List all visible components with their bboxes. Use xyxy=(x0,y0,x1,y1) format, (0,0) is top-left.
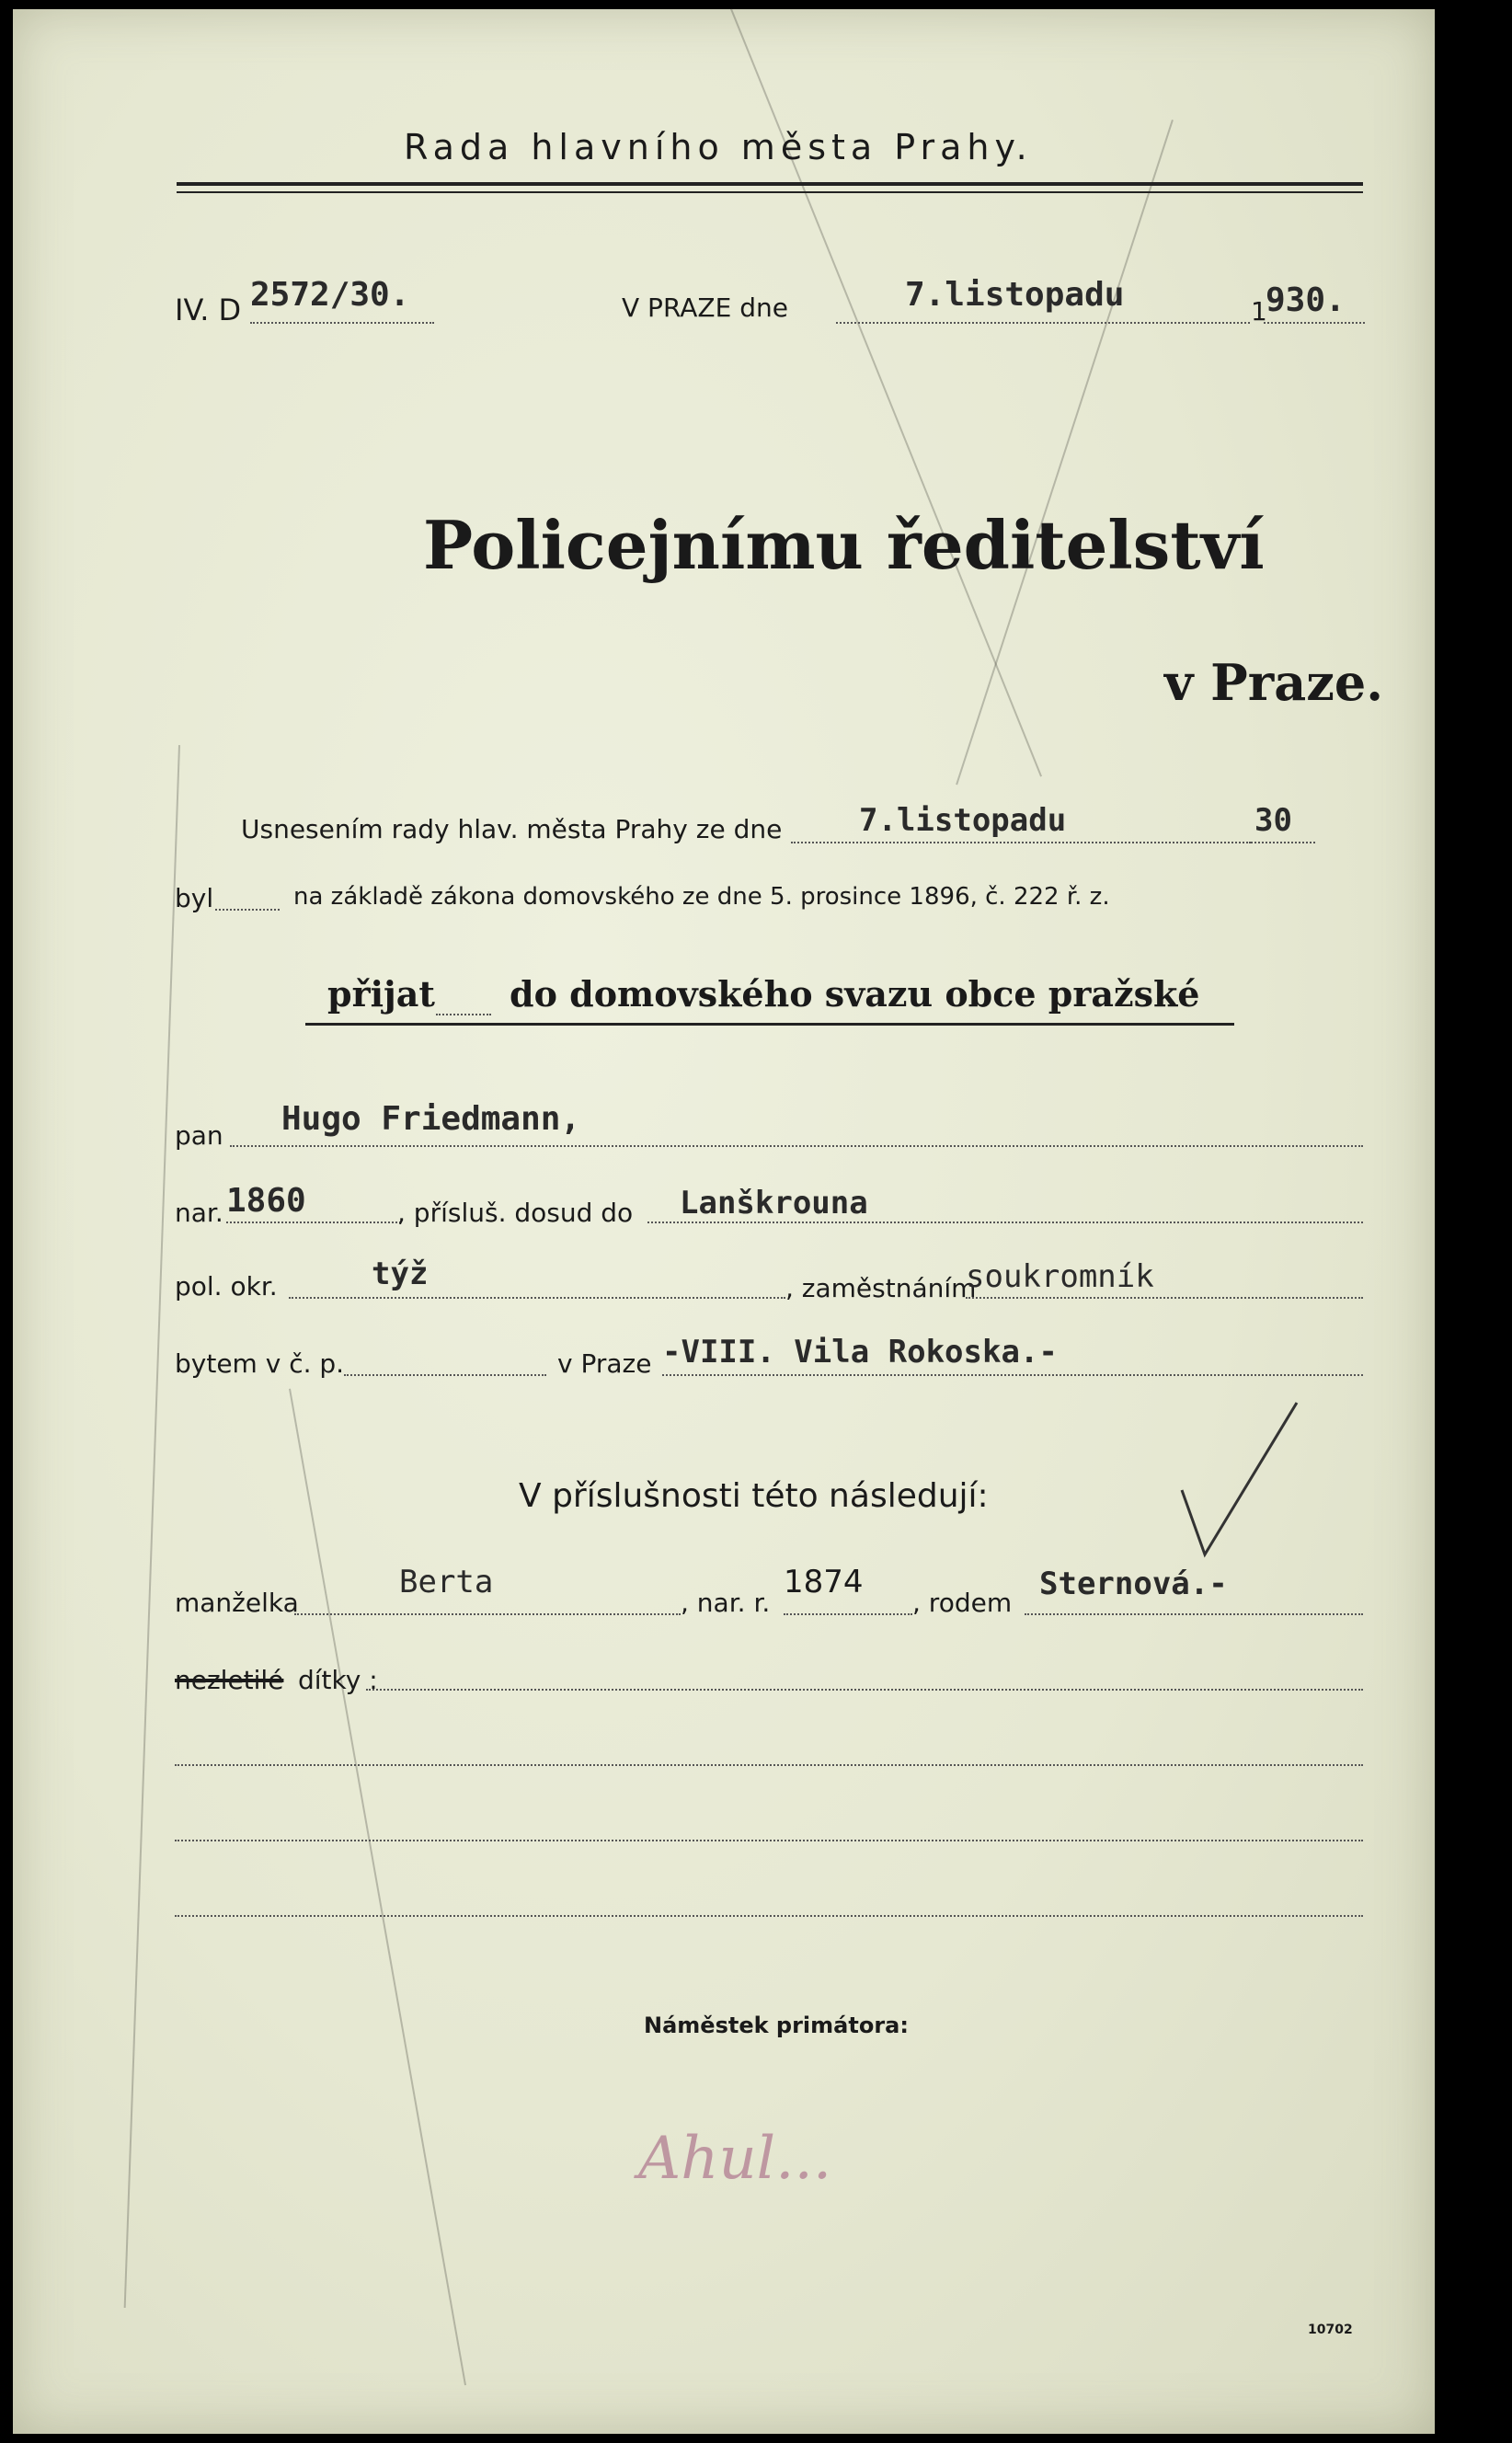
reference-number: 2572/30. xyxy=(250,276,410,314)
signature-label: Náměstek primátora: xyxy=(644,2013,909,2038)
pan-label: pan xyxy=(175,1120,223,1151)
dotted-line xyxy=(966,1297,1363,1299)
dotted-line xyxy=(215,909,280,911)
dotted-line xyxy=(230,1145,1363,1147)
dotted-line xyxy=(436,1014,491,1015)
accepted-rule xyxy=(305,1023,1234,1026)
accepted-rest: do domovského svazu obce pražské xyxy=(510,973,1200,1015)
dotted-line xyxy=(836,322,1250,324)
byl-label: byl xyxy=(175,883,214,913)
wife-label: manželka xyxy=(175,1588,299,1618)
children-label-struck: nezletilé xyxy=(175,1665,284,1695)
paper-crease xyxy=(956,120,1174,785)
form-number: 10702 xyxy=(1308,2323,1353,2337)
dotted-line xyxy=(250,322,434,324)
dotted-line xyxy=(175,1764,1363,1766)
dotted-line xyxy=(175,1915,1363,1917)
reference-year-prefix: 1 xyxy=(1251,296,1267,327)
wife-nar-label: , nar. r. xyxy=(681,1588,771,1618)
dotted-line xyxy=(366,1689,1363,1691)
resolution-date: 7.listopadu xyxy=(859,802,1067,839)
dotted-line xyxy=(175,1840,1363,1841)
dotted-line xyxy=(226,1222,401,1223)
dotted-line xyxy=(1264,322,1365,324)
recipient-city: v Praze. xyxy=(1164,653,1384,712)
header-rule-bottom xyxy=(177,191,1363,193)
wife-name: Berta xyxy=(399,1564,494,1600)
council-heading: Rada hlavního města Prahy. xyxy=(404,127,1033,167)
reference-date: 7.listopadu xyxy=(905,276,1125,314)
occupation-label: , zaměstnáním xyxy=(785,1273,977,1303)
dotted-line xyxy=(289,1297,785,1299)
recipient-title: Policejnímu ředitelství xyxy=(423,506,1265,584)
dotted-line xyxy=(344,1374,546,1376)
person-name: Hugo Friedmann, xyxy=(281,1100,581,1138)
prior-domicile: Lanškrouna xyxy=(680,1185,868,1222)
check-mark-icon xyxy=(1177,1398,1306,1564)
resolution-text: Usnesením rady hlav. města Prahy ze dne xyxy=(241,814,783,844)
reference-year: 930. xyxy=(1266,281,1346,319)
handwritten-signature: Ahul... xyxy=(638,2125,832,2193)
pol-okr-label: pol. okr. xyxy=(175,1271,278,1302)
dotted-line xyxy=(791,842,1251,843)
wife-maiden-name: Sternová.- xyxy=(1039,1566,1228,1602)
children-label: dítky : xyxy=(298,1665,378,1695)
paper-crease xyxy=(289,1389,466,2386)
document-page xyxy=(13,9,1435,2434)
dotted-line xyxy=(294,1613,681,1615)
dotted-line xyxy=(1025,1613,1363,1615)
bytem-label: bytem v č. p. xyxy=(175,1348,345,1379)
dotted-line xyxy=(784,1613,912,1615)
dotted-line xyxy=(1251,842,1315,843)
nar-label: nar. xyxy=(175,1198,223,1228)
address: -VIII. Vila Rokoska.- xyxy=(662,1334,1058,1371)
dependants-heading: V příslušnosti této následují: xyxy=(519,1477,989,1515)
prislus-label: , přísluš. dosud do xyxy=(397,1198,634,1228)
dotted-line xyxy=(647,1222,1363,1223)
header-rule-top xyxy=(177,182,1363,186)
law-text: na základě zákona domovského ze dne 5. prosince 1896, č. 222 ř. z. xyxy=(293,883,1110,911)
paper-crease xyxy=(124,745,180,2308)
v-praze-label: v Praze xyxy=(557,1348,652,1379)
wife-birth-year: 1874 xyxy=(784,1564,864,1600)
reference-prefix: IV. D xyxy=(175,292,242,327)
wife-rodem-label: , rodem xyxy=(912,1588,1013,1618)
district: týž xyxy=(372,1256,429,1292)
birth-year: 1860 xyxy=(226,1182,306,1220)
occupation: soukromník xyxy=(966,1258,1154,1295)
resolution-year: 30 xyxy=(1254,802,1292,839)
accepted-word: přijat xyxy=(327,973,435,1015)
dotted-line xyxy=(662,1374,1363,1376)
place-date-label: V PRAZE dne xyxy=(622,292,788,323)
